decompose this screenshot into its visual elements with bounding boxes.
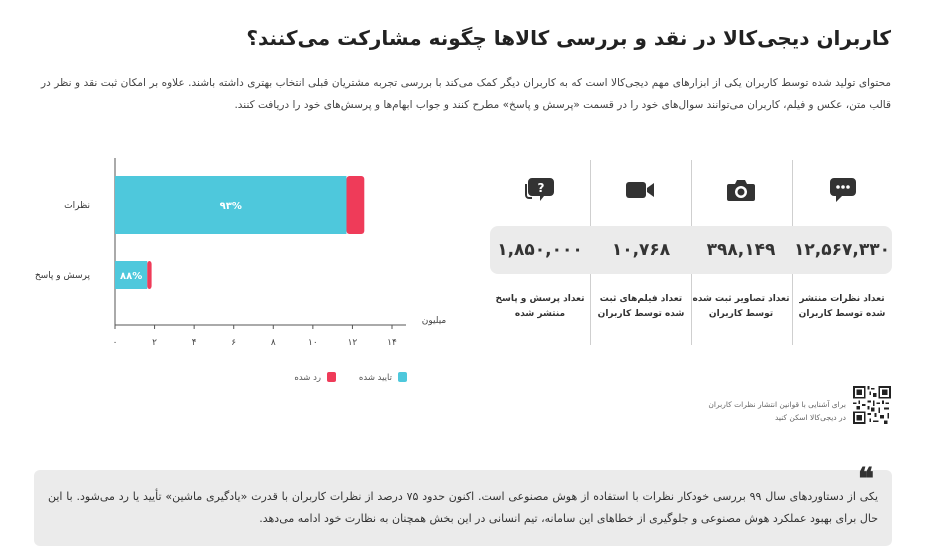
bar-chart xyxy=(30,150,470,400)
intro-paragraph: محتوای تولید شده توسط کاربران یکی از ابزارهای مهم دیجی‌کالا است که به کاربران دیگر کمک می‌کند با بررسی تجربه مشتریان قبلی انتخاب بهتری داشته باشند. علاوه بر امکان ثبت نقد و نظر در قالب متن، عکس و فیلم، کاربران می‌توانند سوال‌های خود را در قسمت «پرسش و پاسخ» مطرح کنند و جواب ابهام‌ها و پرسش‌های خود را دریافت کنند. xyxy=(41,77,891,111)
stat-value-qa: ۱,۸۵۰,۰۰۰ xyxy=(497,240,583,260)
legend-label-rejected: رد شده xyxy=(294,373,321,383)
stat-label-comments: تعداد نظرات منتشر شده توسط کاربران xyxy=(798,294,886,319)
x-tick-label: ۱۴ xyxy=(387,338,397,348)
svg-text:?: ? xyxy=(537,181,545,195)
legend-label-approved: تایید شده xyxy=(358,373,392,383)
comment-icon xyxy=(823,174,863,206)
stat-label-videos: تعداد فیلم‌های ثبت شده توسط کاربران xyxy=(597,294,685,319)
stat-value-videos: ۱۰,۷۶۸ xyxy=(611,240,671,260)
x-tick-label: ۸ xyxy=(270,338,276,348)
video-camera-icon xyxy=(620,174,660,206)
bar-data-label: ۹۳% xyxy=(219,201,242,212)
stat-label-qa: تعداد پرسش و پاسخ منتشر شده xyxy=(495,294,585,319)
y-category-label: نظرات xyxy=(64,201,90,211)
bar-segment-rejected xyxy=(346,176,364,234)
x-axis-title: میلیون xyxy=(421,316,447,326)
quote-box xyxy=(34,462,892,546)
page-title: کاربران دیجی‌کالا در نقد و بررسی کالاها چگونه مشارکت می‌کنند؟ xyxy=(246,26,891,50)
x-tick-label: ۰ xyxy=(112,338,118,348)
stat-value-images: ۳۹۸,۱۴۹ xyxy=(706,240,776,260)
legend-swatch-rejected xyxy=(327,372,336,382)
x-tick-label: ۱۰ xyxy=(308,338,318,348)
stat-value-comments: ۱۲,۵۶۷,۳۳۰ xyxy=(794,240,890,260)
legend-swatch-approved xyxy=(398,372,407,382)
bar-segment-rejected xyxy=(147,261,151,289)
y-category-label: پرسش و پاسخ xyxy=(34,271,90,281)
qr-caption-line: برای آشنایی با قوانین انتشار نظرات کاربران xyxy=(708,400,846,409)
qr-code[interactable] xyxy=(853,386,891,424)
qr-caption xyxy=(708,398,846,424)
qr-caption-line: در دیجی‌کالا اسکن کنید xyxy=(774,413,846,422)
bar-data-label: ۸۸% xyxy=(120,271,143,282)
stat-label-images: تعداد تصاویر ثبت شده توسط کاربران xyxy=(692,294,790,319)
x-tick-label: ۶ xyxy=(231,338,237,348)
x-tick-label: ۴ xyxy=(191,338,197,348)
quote-text: یکی از دستاوردهای سال ۹۹ بررسی خودکار نظرات با استفاده از هوش مصنوعی است. اکنون حدود ۷۵ درصد از نظرات کاربران با قدرت «یادگیری ماشین» تأیید یا رد می‌شود. با این حال برای بهبود عملکرد هوش مصنوعی و جلوگیری از خطاهای این سامانه، تیم انسانی در این بخش همچنان به نظارت خود ادامه می‌دهد. xyxy=(48,490,879,525)
quote-icon: ❝ xyxy=(857,462,874,497)
camera-icon xyxy=(721,174,761,206)
stats-values-band xyxy=(490,226,892,274)
x-tick-label: ۲ xyxy=(152,338,157,348)
question-chat-icon xyxy=(520,174,560,206)
x-tick-label: ۱۲ xyxy=(347,338,358,348)
